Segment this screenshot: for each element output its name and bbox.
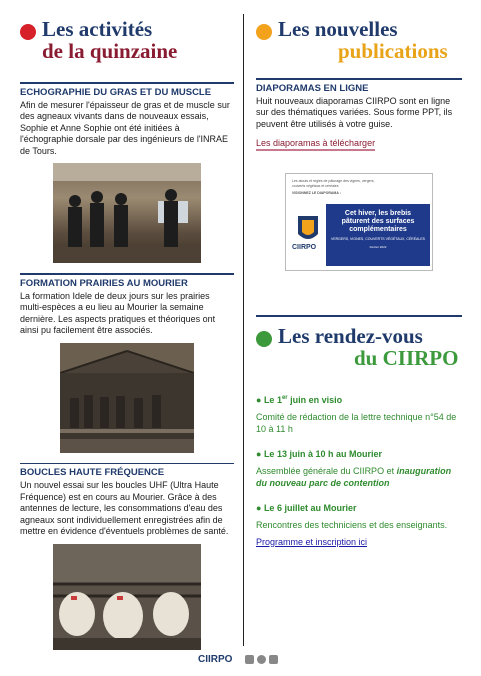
- linkedin-icon[interactable]: [269, 655, 278, 664]
- thumb-intro: [292, 179, 428, 196]
- thumb-logo-text: CIIRPO: [292, 244, 317, 251]
- section-title: DIAPORAMAS EN LIGNE: [256, 82, 369, 94]
- thumb-date: Février 2022: [369, 245, 387, 249]
- thumb-title: Cet hiver, les brebis pâturent des surfaces complémentaires: [341, 210, 415, 233]
- section-rule: [256, 315, 462, 317]
- rdv-date-text: Le 6 juillet au Mourier: [263, 502, 357, 513]
- activities-heading: [20, 18, 234, 70]
- thumb-title-box: [326, 204, 430, 266]
- publications-heading-line1: Les nouvelles: [278, 17, 398, 41]
- sheep-illustration: [53, 544, 201, 650]
- activities-heading-line1: Les activités: [42, 17, 153, 41]
- facebook-icon[interactable]: [257, 655, 266, 664]
- rdv-item: [256, 449, 462, 489]
- section-rule: [20, 463, 234, 465]
- photo-echographie-team: [53, 163, 201, 263]
- section-rule: [256, 78, 462, 80]
- rdv-heading-line2: du CIIRPO: [354, 345, 459, 370]
- publications-heading: [256, 18, 462, 70]
- right-column: [256, 18, 462, 547]
- photo-formation-barn: [60, 343, 194, 453]
- rdv-item: [256, 503, 462, 531]
- people-illustration: [53, 163, 201, 263]
- section-text: La formation Idele de deux jours sur les prairies multi-espèces a eu lieu au Mourier la semaine dernière. Les aspects pratiques et théoriques ont ainsi pu facilement être associés.: [20, 290, 216, 335]
- diaporama-thumbnail[interactable]: [285, 173, 433, 271]
- section-echographie: [20, 82, 234, 263]
- thumb-line2: couverts végétaux et céréales: [292, 184, 339, 188]
- rdv-date-text: Le 13 juin à 10 h au Mourier: [263, 448, 382, 459]
- column-divider: [243, 14, 244, 646]
- section-diaporamas: [256, 78, 462, 271]
- section-title: BOUCLES HAUTE FRÉQUENCE: [20, 467, 165, 478]
- ciirpo-thumb-logo: [292, 210, 324, 258]
- rdv-date-text: Le 1: [263, 394, 282, 405]
- rdv-date: ● Le 6 juillet au Mourier: [256, 502, 357, 513]
- rdv-date: ● Le 1er juin en visio: [256, 394, 343, 405]
- rdv-desc: Comité de rédaction de la lettre technique n°54 de 10 à 11 h: [256, 411, 457, 434]
- section-title: ECHOGRAPHIE DU GRAS ET DU MUSCLE: [20, 86, 212, 98]
- section-boucles: [20, 463, 234, 650]
- publications-heading-line2: publications: [338, 39, 448, 63]
- thumb-subtitle: VERGERS, VIGNES, COUVERTS VÉGÉTAUX, CÉRÉALES: [330, 237, 425, 241]
- rdv-list: [256, 395, 462, 547]
- footer-logo: CIIRPO: [198, 654, 233, 665]
- section-rule: [20, 273, 234, 275]
- programme-link[interactable]: Programme et inscription ici: [256, 536, 368, 547]
- instagram-icon[interactable]: [245, 655, 254, 664]
- red-dot-icon: [20, 24, 36, 40]
- section-text: Afin de mesurer l'épaisseur de gras et de muscle sur des agneaux vivants dans de nouveaux essais, Sophie et Anne Sophie ont été initiées à l'échographie dorsale par des ingénieurs de l'INRAE de Tours.: [20, 99, 230, 156]
- rdv-desc: Rencontres des techniciens et des enseignants.: [256, 519, 448, 530]
- section-prairies: [20, 273, 234, 453]
- rdv-date: ● Le 13 juin à 10 h au Mourier: [256, 448, 382, 459]
- rdv-date-text2: juin en visio: [287, 394, 343, 405]
- photo-sheep-boucles: [53, 544, 201, 650]
- section-rendez-vous: [256, 315, 462, 547]
- diaporamas-download-link[interactable]: Les diaporamas à télécharger: [256, 138, 375, 151]
- activities-heading-line2: de la quinzaine: [42, 39, 178, 63]
- barn-illustration: [60, 343, 194, 453]
- rdv-desc: [256, 465, 462, 489]
- activities-column: [20, 18, 234, 650]
- section-text: Un nouvel essai sur les boucles UHF (Ultra Haute Fréquence) est en cours au Mourier. Grâce à des antennes de lecture, les consommations d'eau des agneaux sont individuellement enregistrées afin de mettre en évidence d'éventuels problèmes de santé.: [20, 480, 229, 536]
- thumb-line1: Les atouts et règles de pâturage des vignes, vergers,: [292, 179, 375, 183]
- section-title: FORMATION PRAIRIES AU MOURIER: [20, 277, 188, 289]
- section-text: Huit nouveaux diaporamas CIIRPO sont en ligne sur des thématiques variées. Sous forme PPT, ils peuvent être utilisés à votre guise.: [256, 95, 453, 129]
- rdv-desc-text: Assemblée générale du CIIRPO et: [256, 465, 397, 476]
- rdv-date-sup: er: [281, 394, 288, 401]
- rdv-heading-line1: Les rendez-vous: [278, 323, 423, 348]
- rdv-desc-strong: inauguration du nouveau parc de contention: [256, 465, 452, 488]
- orange-dot-icon: [256, 24, 272, 40]
- rdv-heading: [256, 325, 462, 377]
- section-rule: [20, 82, 234, 84]
- thumb-line3: VISIONNEZ LE DIAPORAMA :: [292, 191, 341, 195]
- green-dot-icon: [256, 331, 272, 347]
- rdv-item: [256, 395, 462, 435]
